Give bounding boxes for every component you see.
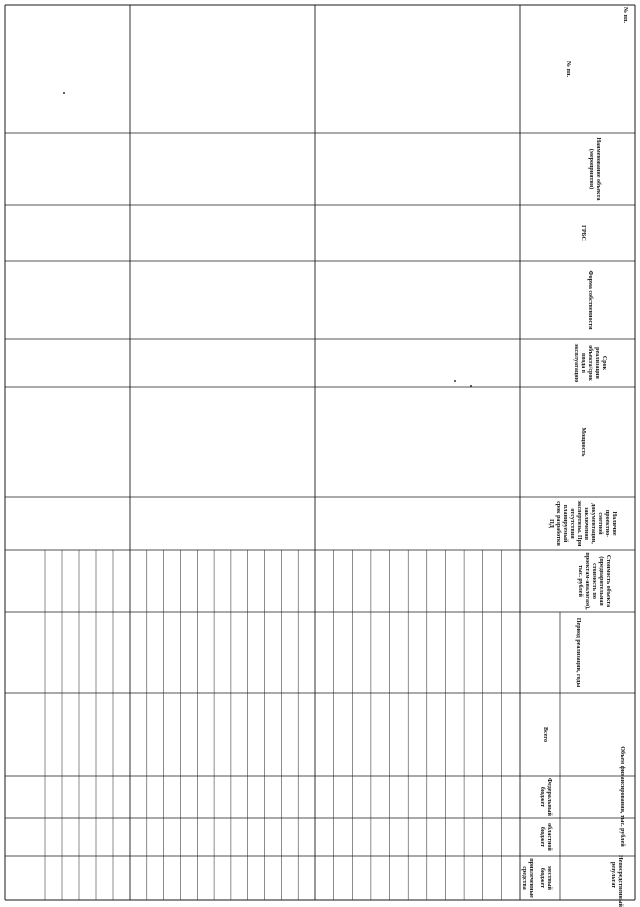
header-period: Период реализации, годы	[575, 617, 581, 688]
header-name: Наименование объекта (мероприятия)	[588, 137, 601, 201]
header-term: Срок реализации объекта/срок ввода в эксплуатацию	[573, 343, 607, 383]
header-regional: областной бюджет	[539, 823, 552, 851]
header-num: № пп.	[622, 7, 628, 23]
header-local: местный бюджет	[539, 865, 552, 891]
header-federal: Федеральный бюджет	[539, 778, 552, 816]
header-docs: Наличие проектно-сметной документации, заключения экспертизы. При отсутствии планируемый срок разработки ПД	[548, 500, 617, 547]
header-finance: Объем финансирования, тыс. рублей	[619, 746, 625, 847]
header-result: Непосредственный результат	[610, 855, 623, 907]
header-grbs: ГРБС	[580, 225, 586, 241]
header-capacity: Мощность	[580, 427, 586, 457]
header-form: Форма собственности	[587, 270, 593, 330]
header-cost: Стоимость объекта (предварительная стоимость по проектам-аналогам), тыс. рублей	[577, 552, 611, 610]
header-other: привлеченные средства	[521, 858, 534, 898]
header-num: № пп.	[565, 61, 571, 77]
header-total: Всего	[542, 727, 548, 742]
